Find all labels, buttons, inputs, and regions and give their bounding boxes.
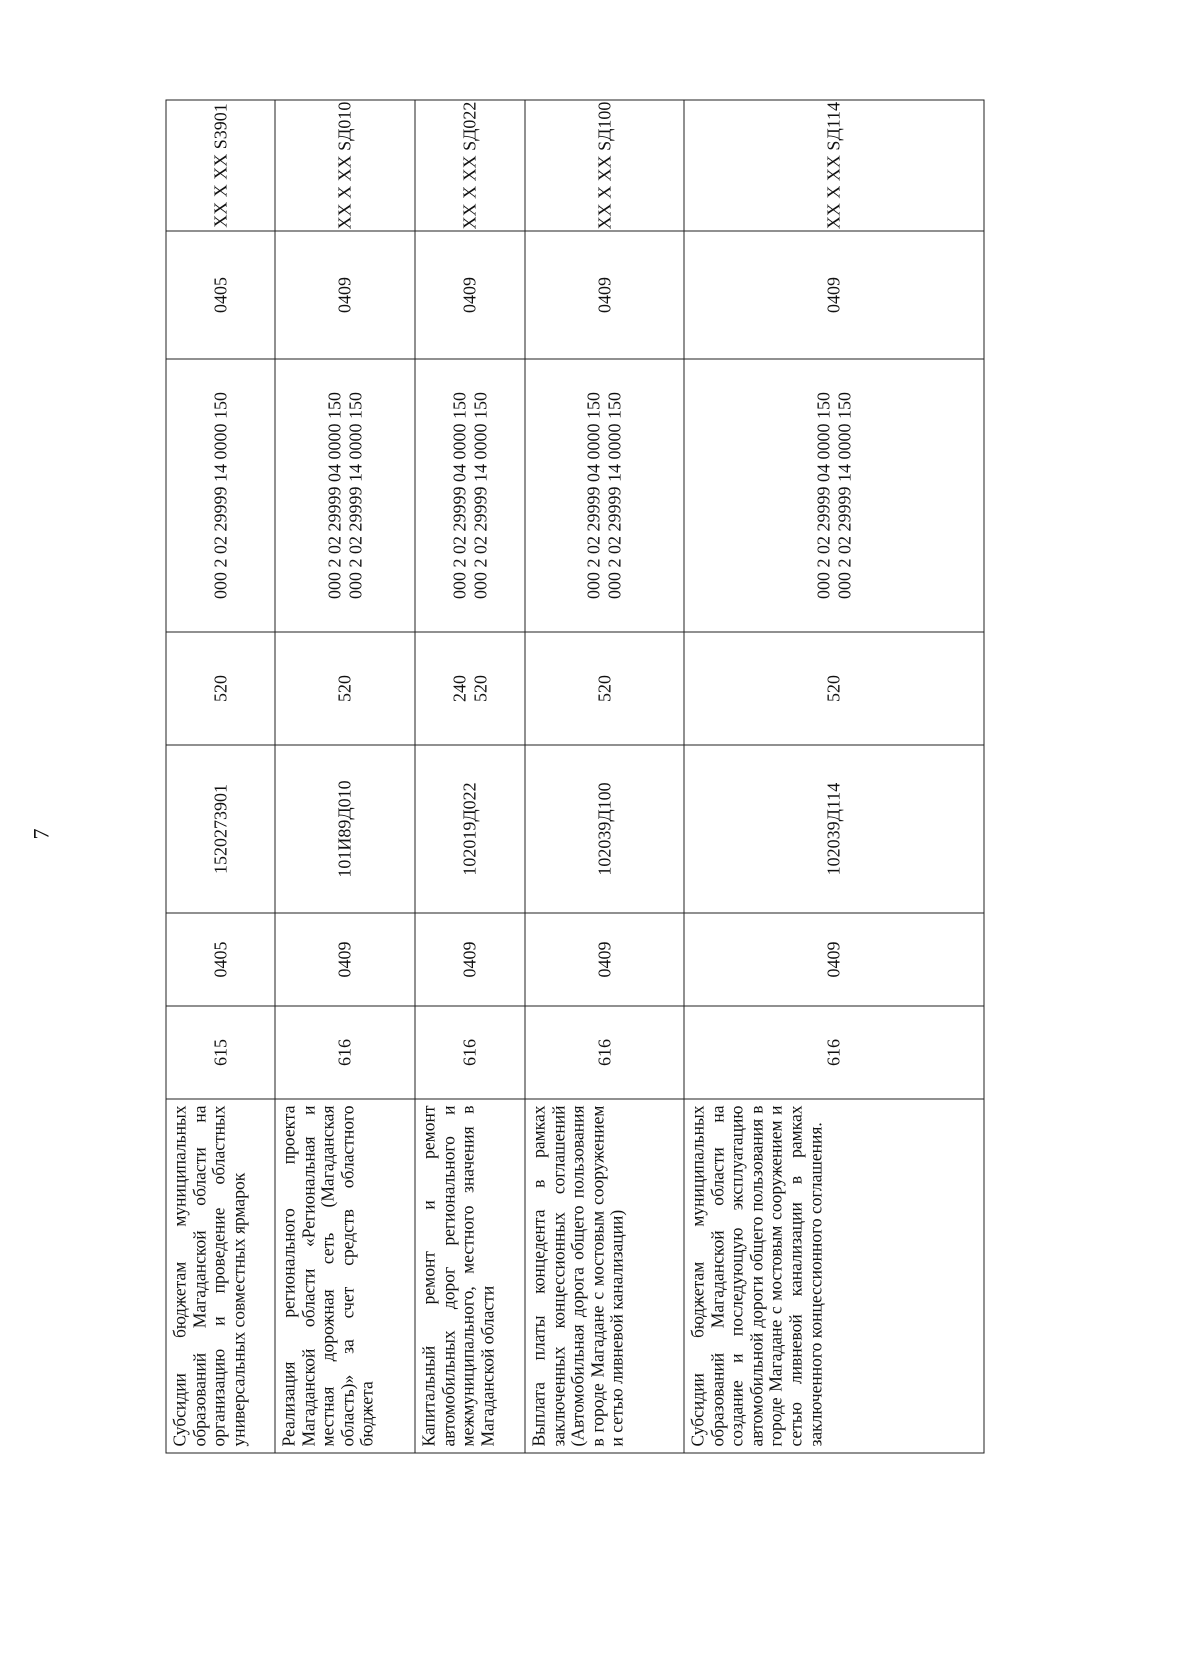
section-cell-2: 0409 xyxy=(415,231,525,359)
expense-type-cell xyxy=(166,632,275,745)
expense-type-cell xyxy=(415,632,525,745)
revenue-code-line: 000 2 02 29999 14 0000 150 xyxy=(210,392,231,599)
revenue-code-cell xyxy=(415,359,525,632)
row-name-cell: Капитальный ремонт и ремонт автомобильных дорог регионального и межмуниципального, местного значения в Магаданской области xyxy=(415,1099,525,1453)
section-cell: 0409 xyxy=(525,913,684,1006)
code-cell: 616 xyxy=(415,1006,525,1099)
table-row xyxy=(166,100,275,1453)
row-name-cell: Реализация регионального проекта Магаданской области «Региональная и местная дорожная сеть (Магаданская область)» за счет средств областного бюджета xyxy=(275,1099,415,1453)
target-article-cell: 101И89Д010 xyxy=(275,745,415,913)
revenue-code-line: 000 2 02 29999 04 0000 150 xyxy=(324,392,345,599)
section-cell-2: 0405 xyxy=(166,231,275,359)
expense-type-line: 520 xyxy=(334,675,355,702)
target-article-cell: 102019Д022 xyxy=(415,745,525,913)
section-cell: 0409 xyxy=(275,913,415,1006)
revenue-code-line: 000 2 02 29999 14 0000 150 xyxy=(604,392,625,599)
revenue-code-line: 000 2 02 29999 04 0000 150 xyxy=(449,392,470,599)
expense-type-line: 520 xyxy=(210,675,231,702)
municipal-code-cell: XX X XX SД114 xyxy=(684,100,984,231)
budget-table-wrapper xyxy=(166,101,984,1454)
expense-type-cell xyxy=(275,632,415,745)
section-cell: 0409 xyxy=(684,913,984,1006)
revenue-code-cell xyxy=(525,359,684,632)
page-number: 7 xyxy=(28,828,54,840)
municipal-code-cell: XX X XX SД022 xyxy=(415,100,525,231)
expense-type-cell xyxy=(525,632,684,745)
section-cell: 0405 xyxy=(166,913,275,1006)
section-cell-2: 0409 xyxy=(275,231,415,359)
row-name-cell: Субсидии бюджетам муниципальных образований Магаданской области на создание и последующую эксплуатацию автомобильной дороги общего пользования в городе Магадане с мостовым сооружением и сетью ливневой канализации в рамках заключенного концессионного соглашения. xyxy=(684,1099,984,1453)
code-cell: 616 xyxy=(275,1006,415,1099)
expense-type-line: 520 xyxy=(594,675,615,702)
municipal-code-cell: XX X XX S3901 xyxy=(166,100,275,231)
municipal-code-cell: XX X XX SД010 xyxy=(275,100,415,231)
revenue-code-line: 000 2 02 29999 04 0000 150 xyxy=(583,392,604,599)
section-cell: 0409 xyxy=(415,913,525,1006)
section-cell-2: 0409 xyxy=(684,231,984,359)
revenue-code-line: 000 2 02 29999 14 0000 150 xyxy=(834,392,854,599)
expense-type-line: 520 xyxy=(470,675,490,702)
revenue-code-cell xyxy=(166,359,275,632)
row-name-cell: Выплата платы концедента в рамках заключенных концессионных соглашений (Автомобильная дорога общего пользования в городе Магадане с мостовым сооружением и сетью ливневой канализации) xyxy=(525,1099,684,1453)
table-row xyxy=(525,100,684,1453)
target-article-cell: 102039Д100 xyxy=(525,745,684,913)
code-cell: 616 xyxy=(684,1006,984,1099)
code-cell: 615 xyxy=(166,1006,275,1099)
revenue-code-cell xyxy=(275,359,415,632)
table-row xyxy=(275,100,415,1453)
expense-type-cell xyxy=(684,632,984,745)
code-cell: 616 xyxy=(525,1006,684,1099)
target-article-cell: 102039Д114 xyxy=(684,745,984,913)
revenue-code-line: 000 2 02 29999 14 0000 150 xyxy=(470,392,490,599)
table-row xyxy=(415,100,525,1453)
section-cell-2: 0409 xyxy=(525,231,684,359)
row-name-cell: Субсидии бюджетам муниципальных образований Магаданской области на организацию и проведение областных универсальных совместных ярмарок xyxy=(166,1099,275,1453)
table-row xyxy=(684,100,984,1453)
expense-type-line: 240 xyxy=(449,675,470,702)
expense-type-line: 520 xyxy=(823,675,844,702)
revenue-code-line: 000 2 02 29999 04 0000 150 xyxy=(813,392,834,599)
budget-classification-table xyxy=(166,100,985,1454)
target-article-cell: 1520273901 xyxy=(166,745,275,913)
municipal-code-cell: XX X XX SД100 xyxy=(525,100,684,231)
revenue-code-line: 000 2 02 29999 14 0000 150 xyxy=(345,392,365,599)
revenue-code-cell xyxy=(684,359,984,632)
